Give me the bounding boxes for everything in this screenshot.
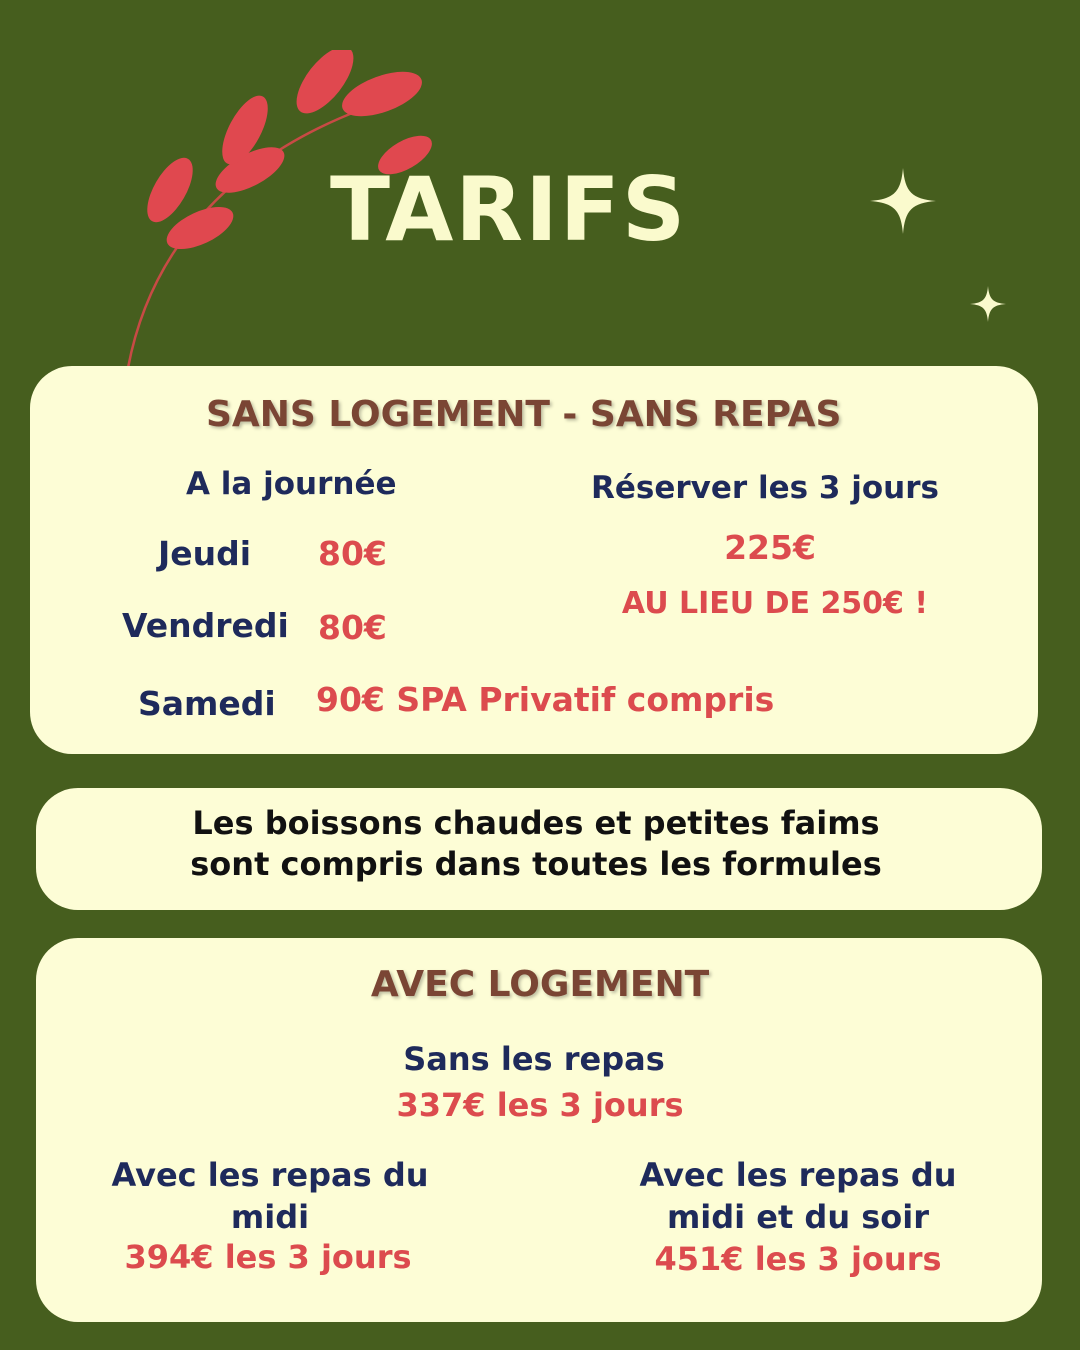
day-label-vendredi: Vendredi [122,606,289,645]
midi-label-line-1: Avec les repas du [111,1156,429,1194]
sans-repas-price: 337€ les 3 jours [396,1086,684,1124]
midi-soir-label-line-2: midi et du soir [666,1198,930,1236]
sparkle-icon [970,286,1006,322]
day-label-jeudi: Jeudi [158,534,252,573]
price-jeudi: 80€ [318,534,387,573]
midi-label [60,1154,480,1238]
midi-soir-label-line-1: Avec les repas du [639,1156,957,1194]
sans-logement-heading: SANS LOGEMENT - SANS REPAS [206,394,842,435]
info-text [36,803,1036,885]
price-vendredi: 80€ [318,608,387,647]
info-line-1: Les boissons chaudes et petites faims [192,804,880,842]
sparkle-icon [870,168,936,234]
midi-soir-price: 451€ les 3 jours [654,1240,942,1278]
price-samedi: 90€ SPA Privatif compris [316,680,775,719]
three-days-price: 225€ [724,528,816,567]
sans-repas-label: Sans les repas [403,1040,665,1078]
midi-price: 394€ les 3 jours [124,1238,412,1276]
day-label-samedi: Samedi [138,684,276,723]
midi-label-line-2: midi [230,1198,310,1236]
avec-logement-heading: AVEC LOGEMENT [370,964,710,1005]
info-line-2: sont compris dans toutes les formules [190,845,882,883]
day-header: A la journée [186,466,397,502]
page-title: TARIFS [330,158,688,261]
three-days-note: AU LIEU DE 250€ ! [621,586,929,621]
three-days-header: Réserver les 3 jours [591,470,939,506]
midi-soir-label [588,1154,1008,1238]
